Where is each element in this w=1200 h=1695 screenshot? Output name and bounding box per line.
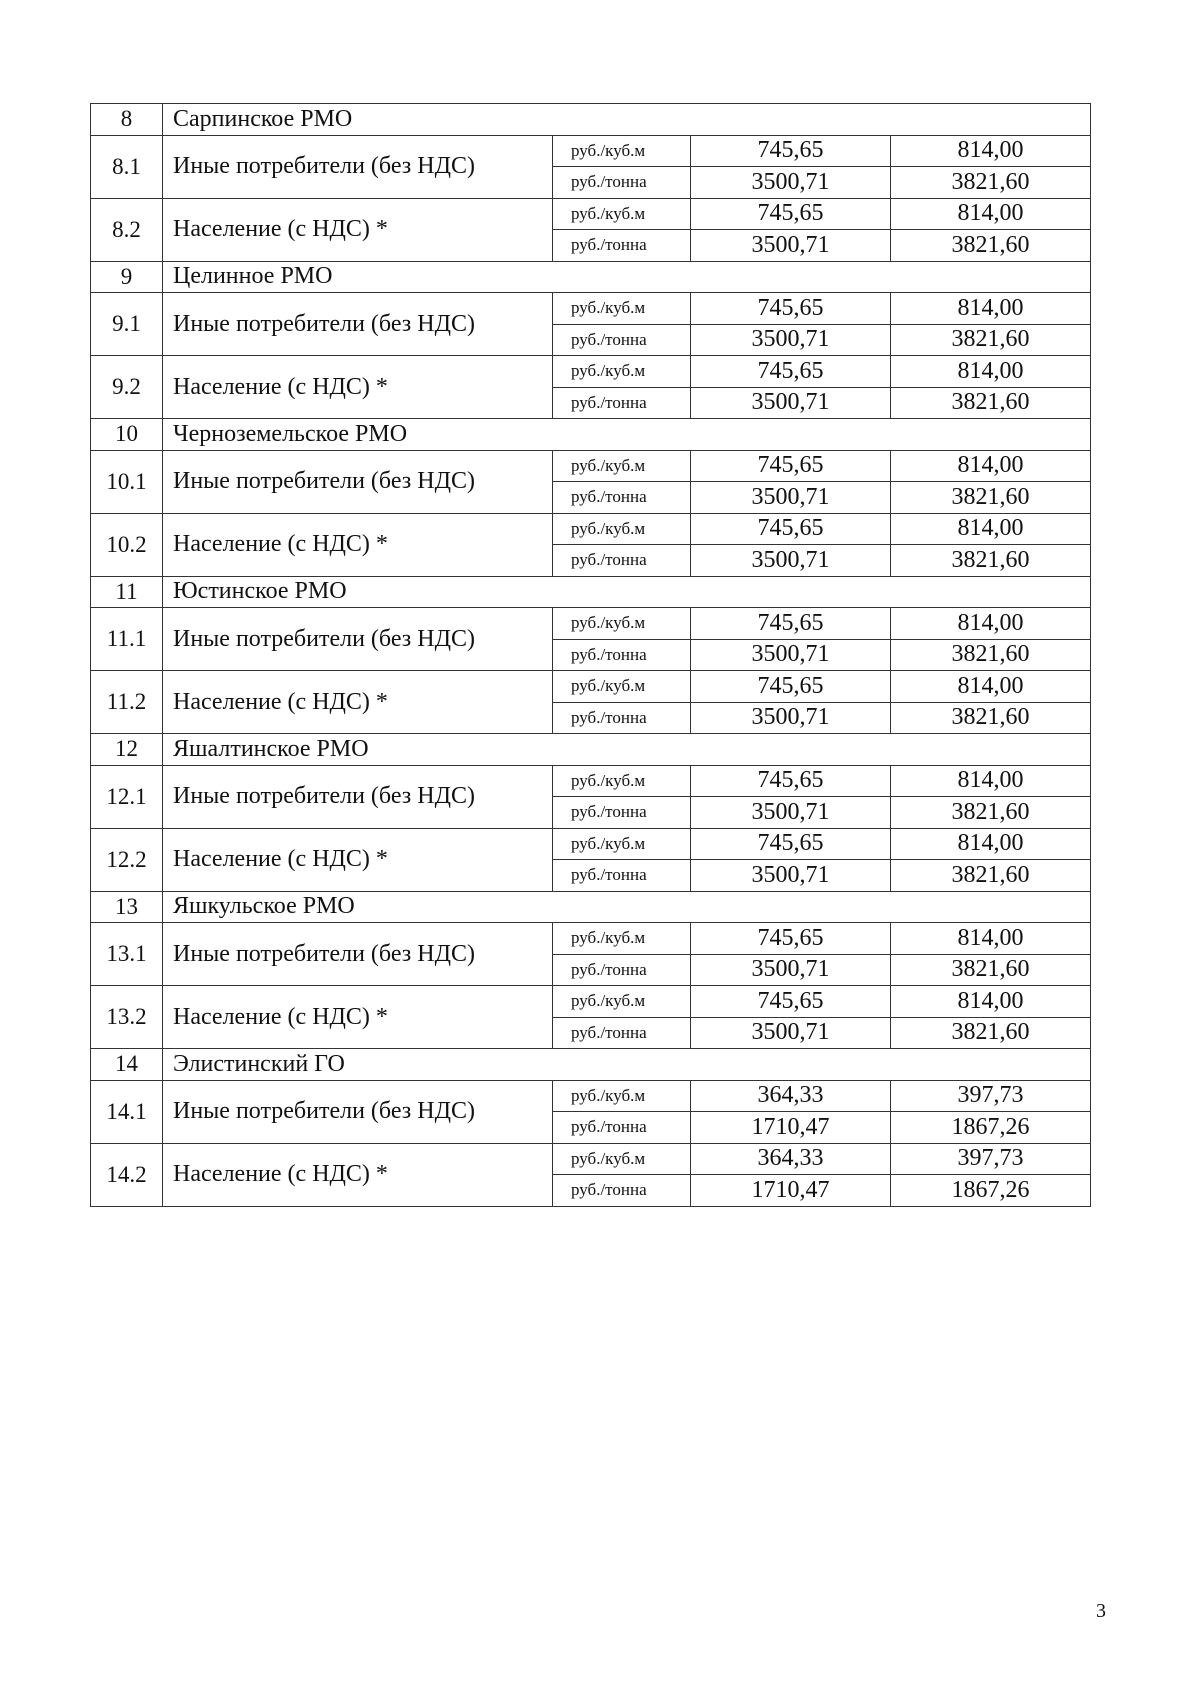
tariff-value-2: 3821,60	[891, 1017, 1091, 1049]
tariff-value-1: 745,65	[691, 135, 891, 167]
region-name: Яшкульское РМО	[163, 891, 1091, 923]
tariff-value-1: 745,65	[691, 450, 891, 482]
tariff-value-2: 814,00	[891, 923, 1091, 955]
tariff-row	[91, 828, 1091, 860]
tariff-value-1: 745,65	[691, 765, 891, 797]
item-number: 8.1	[91, 135, 163, 198]
consumer-name: Иные потребители (без НДС)	[163, 450, 553, 513]
tariff-value-1: 3500,71	[691, 1017, 891, 1049]
tariff-row	[91, 356, 1091, 388]
region-number: 14	[91, 1049, 163, 1081]
tariff-value-1: 364,33	[691, 1143, 891, 1175]
unit-label: руб./тонна	[553, 797, 691, 829]
tariff-value-1: 745,65	[691, 923, 891, 955]
item-number: 9.2	[91, 356, 163, 419]
item-number: 8.2	[91, 198, 163, 261]
tariff-row	[91, 1143, 1091, 1175]
tariff-value-1: 3500,71	[691, 545, 891, 577]
item-number: 12.1	[91, 765, 163, 828]
unit-label: руб./куб.м	[553, 135, 691, 167]
unit-label: руб./куб.м	[553, 513, 691, 545]
tariff-value-2: 3821,60	[891, 387, 1091, 419]
tariff-value-2: 3821,60	[891, 324, 1091, 356]
tariff-value-2: 814,00	[891, 293, 1091, 325]
tariff-row	[91, 608, 1091, 640]
unit-label: руб./тонна	[553, 230, 691, 262]
consumer-name: Население (с НДС) *	[163, 671, 553, 734]
tariff-value-1: 3500,71	[691, 639, 891, 671]
tariff-value-2: 3821,60	[891, 702, 1091, 734]
tariff-value-1: 745,65	[691, 608, 891, 640]
unit-label: руб./тонна	[553, 1175, 691, 1207]
tariff-value-1: 3500,71	[691, 954, 891, 986]
unit-label: руб./тонна	[553, 1112, 691, 1144]
unit-label: руб./куб.м	[553, 450, 691, 482]
tariff-value-2: 814,00	[891, 765, 1091, 797]
consumer-name: Население (с НДС) *	[163, 986, 553, 1049]
consumer-name: Население (с НДС) *	[163, 828, 553, 891]
item-number: 10.1	[91, 450, 163, 513]
region-number: 9	[91, 261, 163, 293]
tariff-value-2: 814,00	[891, 198, 1091, 230]
item-number: 14.1	[91, 1080, 163, 1143]
region-number: 11	[91, 576, 163, 608]
tariff-value-1: 3500,71	[691, 482, 891, 514]
item-number: 11.2	[91, 671, 163, 734]
consumer-name: Иные потребители (без НДС)	[163, 923, 553, 986]
consumer-name: Иные потребители (без НДС)	[163, 135, 553, 198]
unit-label: руб./тонна	[553, 387, 691, 419]
region-name: Элистинский ГО	[163, 1049, 1091, 1081]
tariff-value-2: 3821,60	[891, 954, 1091, 986]
unit-label: руб./тонна	[553, 1017, 691, 1049]
region-header-row	[91, 576, 1091, 608]
item-number: 9.1	[91, 293, 163, 356]
unit-label: руб./тонна	[553, 860, 691, 892]
consumer-name: Иные потребители (без НДС)	[163, 765, 553, 828]
tariff-value-2: 814,00	[891, 608, 1091, 640]
tariff-row	[91, 198, 1091, 230]
unit-label: руб./тонна	[553, 545, 691, 577]
tariff-value-2: 1867,26	[891, 1175, 1091, 1207]
tariff-row	[91, 293, 1091, 325]
tariff-row	[91, 986, 1091, 1018]
consumer-name: Население (с НДС) *	[163, 356, 553, 419]
tariff-value-2: 814,00	[891, 671, 1091, 703]
tariff-value-1: 745,65	[691, 513, 891, 545]
unit-label: руб./куб.м	[553, 671, 691, 703]
unit-label: руб./куб.м	[553, 828, 691, 860]
region-number: 13	[91, 891, 163, 923]
tariff-row	[91, 765, 1091, 797]
unit-label: руб./куб.м	[553, 986, 691, 1018]
tariff-row	[91, 450, 1091, 482]
consumer-name: Население (с НДС) *	[163, 513, 553, 576]
tariff-row	[91, 513, 1091, 545]
region-header-row	[91, 891, 1091, 923]
tariff-value-2: 3821,60	[891, 482, 1091, 514]
region-number: 10	[91, 419, 163, 451]
tariff-value-1: 745,65	[691, 671, 891, 703]
tariff-value-2: 814,00	[891, 135, 1091, 167]
region-name: Целинное РМО	[163, 261, 1091, 293]
unit-label: руб./тонна	[553, 639, 691, 671]
unit-label: руб./тонна	[553, 954, 691, 986]
tariff-value-1: 3500,71	[691, 167, 891, 199]
tariff-value-2: 3821,60	[891, 639, 1091, 671]
tariff-row	[91, 923, 1091, 955]
region-name: Сарпинское РМО	[163, 104, 1091, 136]
region-number: 8	[91, 104, 163, 136]
tariff-value-1: 1710,47	[691, 1112, 891, 1144]
consumer-name: Население (с НДС) *	[163, 1143, 553, 1206]
unit-label: руб./тонна	[553, 324, 691, 356]
tariff-value-2: 814,00	[891, 356, 1091, 388]
item-number: 14.2	[91, 1143, 163, 1206]
tariff-value-2: 397,73	[891, 1143, 1091, 1175]
tariff-value-2: 3821,60	[891, 167, 1091, 199]
tariff-value-2: 1867,26	[891, 1112, 1091, 1144]
region-name: Черноземельское РМО	[163, 419, 1091, 451]
tariff-value-2: 3821,60	[891, 797, 1091, 829]
unit-label: руб./куб.м	[553, 198, 691, 230]
item-number: 13.1	[91, 923, 163, 986]
tariff-value-1: 364,33	[691, 1080, 891, 1112]
item-number: 12.2	[91, 828, 163, 891]
tariff-value-1: 3500,71	[691, 702, 891, 734]
region-name: Юстинское РМО	[163, 576, 1091, 608]
consumer-name: Население (с НДС) *	[163, 198, 553, 261]
unit-label: руб./куб.м	[553, 356, 691, 388]
tariff-value-1: 745,65	[691, 293, 891, 325]
tariff-value-2: 3821,60	[891, 860, 1091, 892]
unit-label: руб./куб.м	[553, 293, 691, 325]
unit-label: руб./куб.м	[553, 923, 691, 955]
tariff-value-1: 3500,71	[691, 860, 891, 892]
unit-label: руб./тонна	[553, 167, 691, 199]
unit-label: руб./куб.м	[553, 1143, 691, 1175]
consumer-name: Иные потребители (без НДС)	[163, 293, 553, 356]
region-header-row	[91, 734, 1091, 766]
tariff-row	[91, 1080, 1091, 1112]
consumer-name: Иные потребители (без НДС)	[163, 1080, 553, 1143]
tariff-row	[91, 135, 1091, 167]
unit-label: руб./куб.м	[553, 1080, 691, 1112]
tariff-value-2: 814,00	[891, 513, 1091, 545]
tariff-value-2: 397,73	[891, 1080, 1091, 1112]
tariff-value-1: 1710,47	[691, 1175, 891, 1207]
item-number: 13.2	[91, 986, 163, 1049]
tariff-value-2: 3821,60	[891, 545, 1091, 577]
tariff-value-1: 745,65	[691, 198, 891, 230]
tariff-table-body	[91, 104, 1091, 1207]
unit-label: руб./тонна	[553, 702, 691, 734]
tariff-value-1: 3500,71	[691, 230, 891, 262]
tariff-row	[91, 671, 1091, 703]
item-number: 11.1	[91, 608, 163, 671]
tariff-value-1: 745,65	[691, 356, 891, 388]
page-number: 3	[1096, 1600, 1106, 1622]
tariff-value-2: 3821,60	[891, 230, 1091, 262]
consumer-name: Иные потребители (без НДС)	[163, 608, 553, 671]
region-number: 12	[91, 734, 163, 766]
region-header-row	[91, 104, 1091, 136]
tariff-value-1: 3500,71	[691, 387, 891, 419]
region-header-row	[91, 1049, 1091, 1081]
region-name: Яшалтинское РМО	[163, 734, 1091, 766]
tariff-table	[90, 103, 1091, 1207]
tariff-value-2: 814,00	[891, 828, 1091, 860]
region-header-row	[91, 419, 1091, 451]
item-number: 10.2	[91, 513, 163, 576]
unit-label: руб./куб.м	[553, 765, 691, 797]
tariff-value-2: 814,00	[891, 986, 1091, 1018]
tariff-value-1: 745,65	[691, 828, 891, 860]
tariff-value-1: 3500,71	[691, 797, 891, 829]
unit-label: руб./куб.м	[553, 608, 691, 640]
tariff-value-2: 814,00	[891, 450, 1091, 482]
tariff-value-1: 3500,71	[691, 324, 891, 356]
region-header-row	[91, 261, 1091, 293]
unit-label: руб./тонна	[553, 482, 691, 514]
tariff-value-1: 745,65	[691, 986, 891, 1018]
